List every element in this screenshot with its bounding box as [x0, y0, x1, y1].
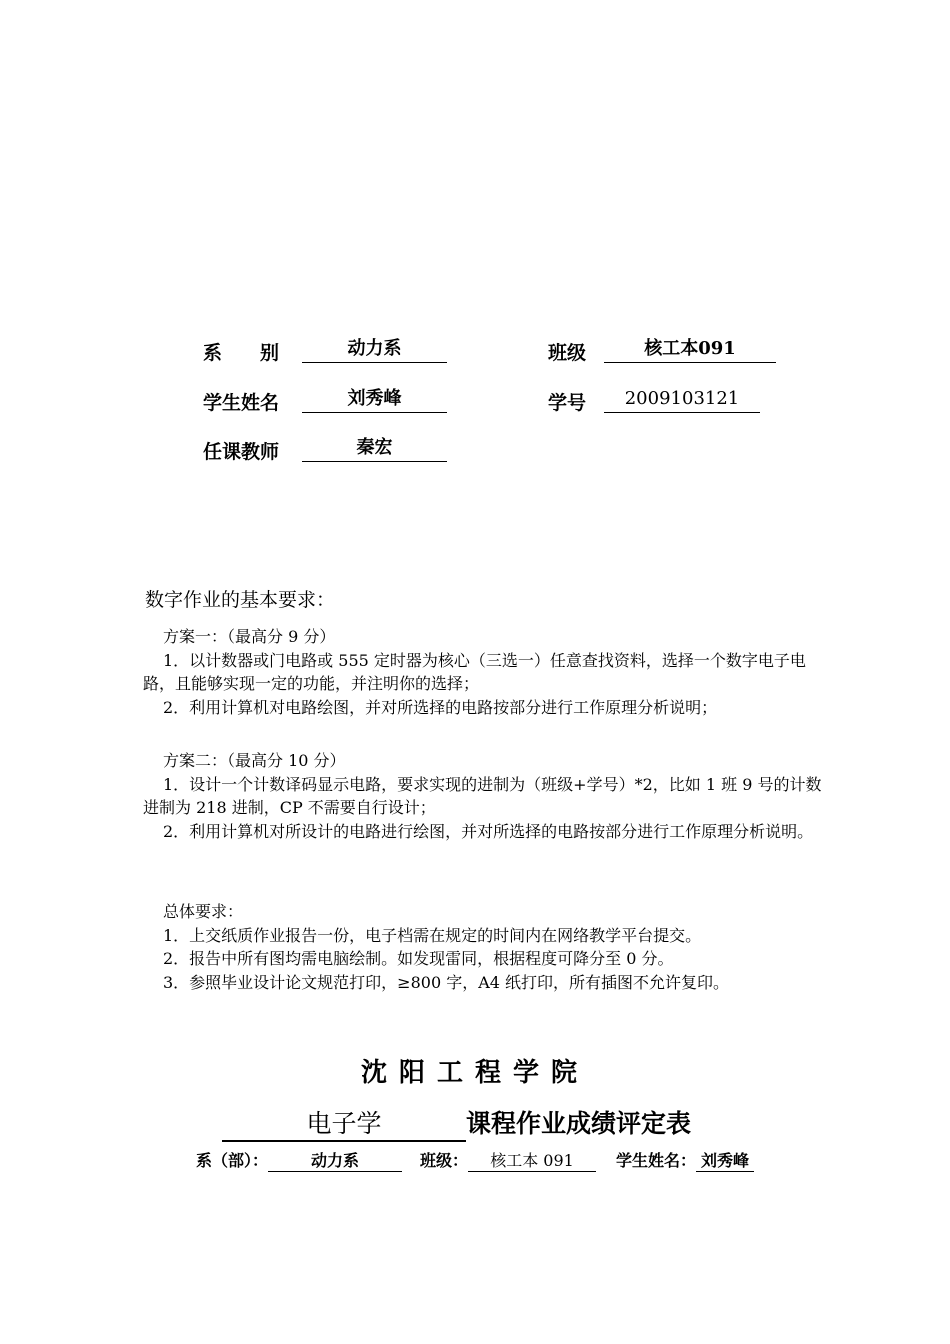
meta-dept-label: 系（部）： — [196, 1151, 269, 1170]
teacher-label: 任课教师 — [203, 441, 280, 463]
requirements-heading: 数字作业的基本要求： — [145, 589, 336, 611]
evaluation-table-title: 课程作业成绩评定表 — [466, 1109, 692, 1138]
overall-item-2: 2．报告中所有图均需电脑绘制。如发现雷同，根据程度可降分至 0 分。 — [163, 949, 674, 968]
student-name-label: 学生姓名 — [203, 392, 280, 414]
meta-class-label: 班级： — [420, 1151, 469, 1170]
class-value: 核工本091 — [604, 338, 776, 363]
plan-one-item-2: 2．利用计算机对电路绘图，并对所选择的电路按部分进行工作原理分析说明； — [163, 697, 718, 717]
student-id-label: 学号 — [548, 392, 587, 414]
overall-item-1: 1．上交纸质作业报告一份，电子档需在规定的时间内在网络教学平台提交。 — [163, 925, 702, 945]
plan-one-block — [143, 625, 823, 719]
meta-class-value: 核工本 091 — [468, 1148, 596, 1172]
meta-line — [196, 1148, 754, 1172]
course-name: 电子学 — [222, 1104, 466, 1142]
overall-title: 总体要求： — [163, 902, 244, 921]
overall-block — [143, 900, 823, 994]
plan-two-block — [143, 749, 823, 843]
meta-student-label: 学生姓名： — [616, 1151, 697, 1170]
student-name-value: 刘秀峰 — [302, 388, 447, 413]
plan-one-item-1: 1．以计数器或门电路或 555 定时器为核心（三选一）任意查找资料，选择一个数字电子电路，且能够实现一定的功能，并注明你的选择； — [143, 650, 806, 693]
department-label: 系 别 — [203, 342, 280, 364]
plan-two-title: 方案二：（最高分 10 分） — [163, 751, 346, 770]
course-title-line — [222, 1104, 691, 1138]
class-label: 班级 — [548, 342, 587, 364]
overall-item-3: 3．参照毕业设计论文规范打印，≥800 字，A4 纸打印，所有插图不允许复印。 — [163, 972, 730, 992]
meta-dept-value: 动力系 — [268, 1148, 402, 1172]
student-id-value: 2009103121 — [604, 388, 760, 413]
plan-two-item-2: 2．利用计算机对所设计的电路进行绘图，并对所选择的电路按部分进行工作原理分析说明。 — [163, 821, 814, 841]
department-value: 动力系 — [302, 338, 447, 363]
teacher-value: 秦宏 — [302, 437, 447, 462]
plan-two-item-1: 1．设计一个计数译码显示电路，要求实现的进制为（班级+学号）*2，比如 1 班 9 号的计数进制为 218 进制，CP 不需要自行设计； — [143, 774, 822, 817]
school-name: 沈阳工程学院 — [360, 1058, 589, 1088]
meta-student-value: 刘秀峰 — [696, 1148, 754, 1172]
plan-one-title: 方案一：（最高分 9 分） — [163, 627, 336, 646]
